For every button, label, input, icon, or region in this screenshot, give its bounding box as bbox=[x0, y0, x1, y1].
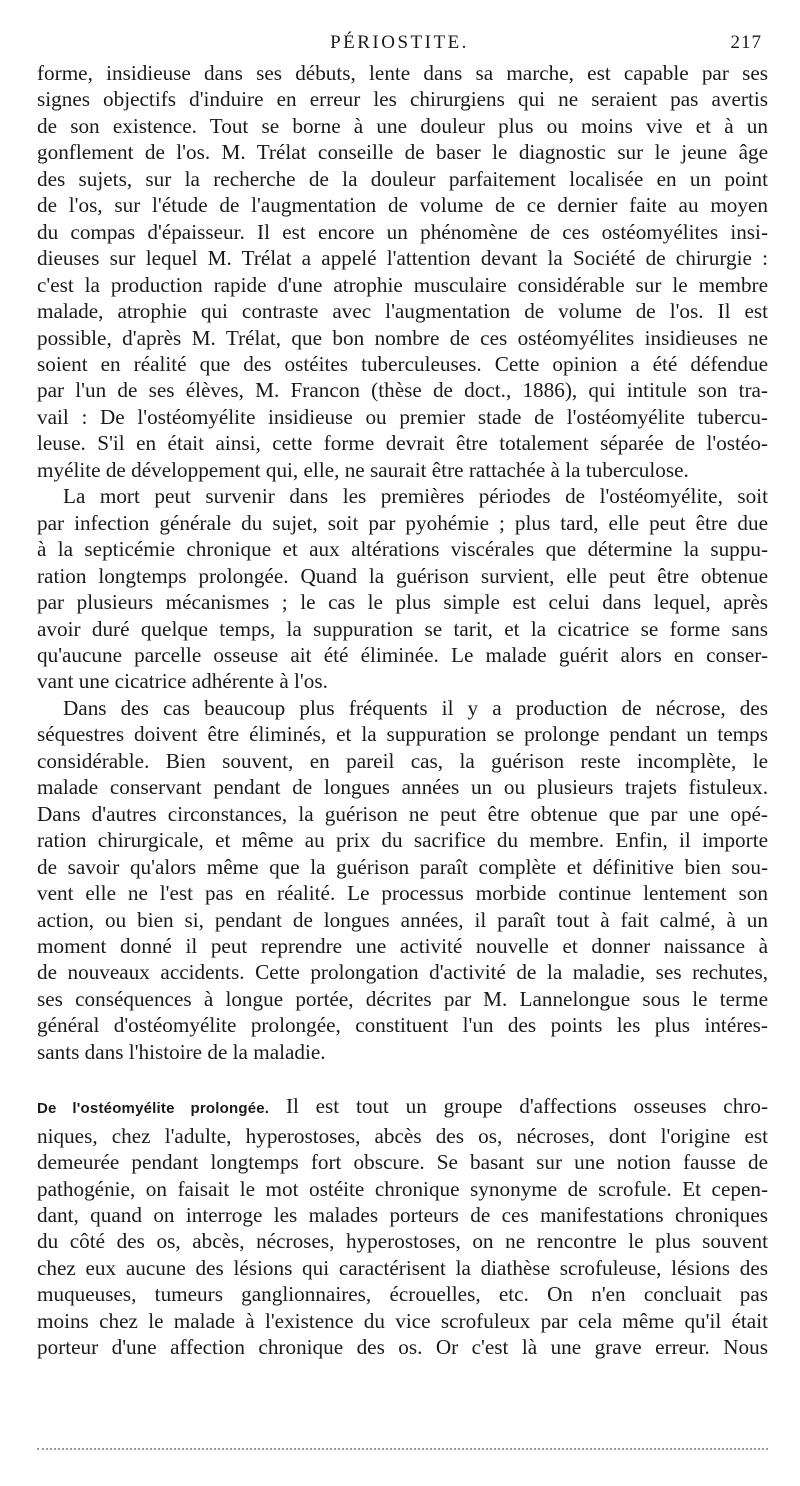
page-body bbox=[37, 60, 768, 1361]
text-line: demeurée pendant longtemps fort obscure. Se basant sur une notion fausse de bbox=[37, 1150, 768, 1175]
text-line: général d'ostéomyélite prolongée, constituent l'un des points les plus intéres- bbox=[37, 1013, 768, 1038]
text-line: qu'aucune parcelle osseuse ait été éliminée. Le malade guérit alors en conser- bbox=[37, 642, 768, 667]
text-line: porteur d'une affection chronique des os. Or c'est là une grave erreur. Nous bbox=[37, 1335, 768, 1360]
text-line: de son existence. Tout se borne à une douleur plus ou moins vive et à un bbox=[37, 113, 768, 138]
text-line: niques, chez l'adulte, hyperostoses, abcès des os, nécroses, dont l'origine est bbox=[37, 1123, 768, 1148]
text-line: vail : De l'ostéomyélite insidieuse ou premier stade de l'ostéomyélite tubercu- bbox=[37, 404, 768, 429]
text-line: pathogénie, on faisait le mot ostéite chronique synonyme de scrofule. Et cepen- bbox=[37, 1176, 768, 1201]
text-line: possible, d'après M. Trélat, que bon nombre de ces ostéomyélites insidieuses ne bbox=[37, 325, 768, 350]
paragraph-insidious-osteomyelitis bbox=[37, 60, 768, 483]
text-line: des sujets, sur la recherche de la douleur parfaitement localisée en un point bbox=[37, 166, 768, 191]
text-line: avoir duré quelque temps, la suppuration se tarit, et la cicatrice se forme sans bbox=[37, 616, 768, 641]
text-line: du compas d'épaisseur. Il est encore un phénomène de ces ostéomyélites insi- bbox=[37, 219, 768, 244]
text-line bbox=[37, 1093, 768, 1122]
text-line: dieuses sur lequel M. Trélat a appelé l'attention devant la Société de chirurgie : bbox=[37, 246, 768, 271]
section-first-line: Il est tout un groupe d'affections osseuses chro- bbox=[285, 1094, 768, 1119]
text-line: action, ou bien si, pendant de longues années, il paraît tout à fait calmé, à un bbox=[37, 907, 768, 932]
bottom-dotted-rule bbox=[37, 1448, 768, 1452]
text-line: vant une cicatrice adhérente à l'os. bbox=[37, 669, 328, 694]
text-line: forme, insidieuse dans ses débuts, lente dans sa marche, est capable par ses bbox=[37, 61, 768, 85]
text-line: par l'un de ses élèves, M. Francon (thèse de doct., 1886), qui intitule son tra- bbox=[37, 378, 768, 403]
text-line: moment donné il peut reprendre une activité nouvelle et donner naissance à bbox=[37, 933, 768, 958]
section-gap bbox=[37, 1065, 768, 1093]
text-line: sants dans l'histoire de la maladie. bbox=[37, 1039, 326, 1064]
text-line: par plusieurs mécanismes ; le cas le plus simple est celui dans lequel, après bbox=[37, 590, 768, 615]
text-line: Dans d'autres circonstances, la guérison ne peut être obtenue que par une opé- bbox=[37, 801, 768, 826]
text-line: malade conservant pendant de longues années un ou plusieurs trajets fistuleux. bbox=[37, 775, 768, 800]
page-number: 217 bbox=[730, 32, 762, 53]
text-line: leuse. S'il en était ainsi, cette forme devrait être totalement séparée de l'ostéo- bbox=[37, 431, 768, 456]
text-line: La mort peut survenir dans les premières périodes de l'ostéomyélite, soit bbox=[63, 484, 768, 509]
text-line: de l'os, sur l'étude de l'augmentation de volume de ce dernier faite au moyen bbox=[37, 193, 768, 218]
text-line: ration chirurgicale, et même au prix du sacrifice du membre. Enfin, il importe bbox=[37, 828, 768, 853]
text-line: gonflement de l'os. M. Trélat conseille de baser le diagnostic sur le jeune âge bbox=[37, 140, 768, 165]
text-line: c'est la production rapide d'une atrophie musculaire considérable sur le membre bbox=[37, 272, 768, 297]
text-line: muqueuses, tumeurs ganglionnaires, écrouelles, etc. On n'en concluait pas bbox=[37, 1282, 768, 1307]
text-line: ses conséquences à longue portée, décrites par M. Lannelongue sous le terme bbox=[37, 986, 768, 1011]
text-line: moins chez le malade à l'existence du vice scrofuleux par cela même qu'il était bbox=[37, 1308, 768, 1333]
section-prolonged-osteomyelitis bbox=[37, 1093, 768, 1361]
text-line: dant, quand on interroge les malades porteurs de ces manifestations chroniques bbox=[37, 1203, 768, 1228]
text-line: de savoir qu'alors même que la guérison paraît complète et définitive bien sou- bbox=[37, 854, 768, 879]
text-line: Dans des cas beaucoup plus fréquents il y a production de nécrose, des bbox=[63, 695, 768, 720]
paragraph-necrosis bbox=[37, 695, 768, 1065]
text-line: ration longtemps prolongée. Quand la guérison survient, elle peut être obtenue bbox=[37, 563, 768, 588]
text-line: vent elle ne l'est pas en réalité. Le processus morbide continue lentement son bbox=[37, 881, 768, 906]
text-line: de nouveaux accidents. Cette prolongation d'activité de la maladie, ses rechutes, bbox=[37, 960, 768, 985]
chapter-title: PÉRIOSTITE. bbox=[330, 32, 469, 53]
section-heading: De l'ostéomyélite prolongée. bbox=[37, 1100, 270, 1118]
text-line: du côté des os, abcès, nécroses, hyperostoses, on ne rencontre le plus souvent bbox=[37, 1229, 768, 1254]
text-line: soient en réalité que des ostéites tuberculeuses. Cette opinion a été défendue bbox=[37, 351, 768, 376]
text-line: myélite de développement qui, elle, ne saurait être rattachée à la tuberculose. bbox=[37, 457, 689, 482]
running-header bbox=[37, 24, 762, 60]
text-line: signes objectifs d'induire en erreur les chirurgiens qui ne seraient pas avertis bbox=[37, 87, 768, 112]
text-line: considérable. Bien souvent, en pareil cas, la guérison reste incomplète, le bbox=[37, 748, 768, 773]
text-line: par infection générale du sujet, soit par pyohémie ; plus tard, elle peut être due bbox=[37, 510, 768, 535]
text-line: séquestres doivent être éliminés, et la suppuration se prolonge pendant un temps bbox=[37, 722, 768, 747]
text-line: chez eux aucune des lésions qui caractérisent la diathèse scrofuleuse, lésions des bbox=[37, 1255, 768, 1280]
paragraph-outcomes bbox=[37, 483, 768, 695]
text-line: malade, atrophie qui contraste avec l'augmentation de volume de l'os. Il est bbox=[37, 299, 768, 324]
text-line: à la septicémie chronique et aux altérations viscérales que détermine la suppu- bbox=[37, 537, 768, 562]
